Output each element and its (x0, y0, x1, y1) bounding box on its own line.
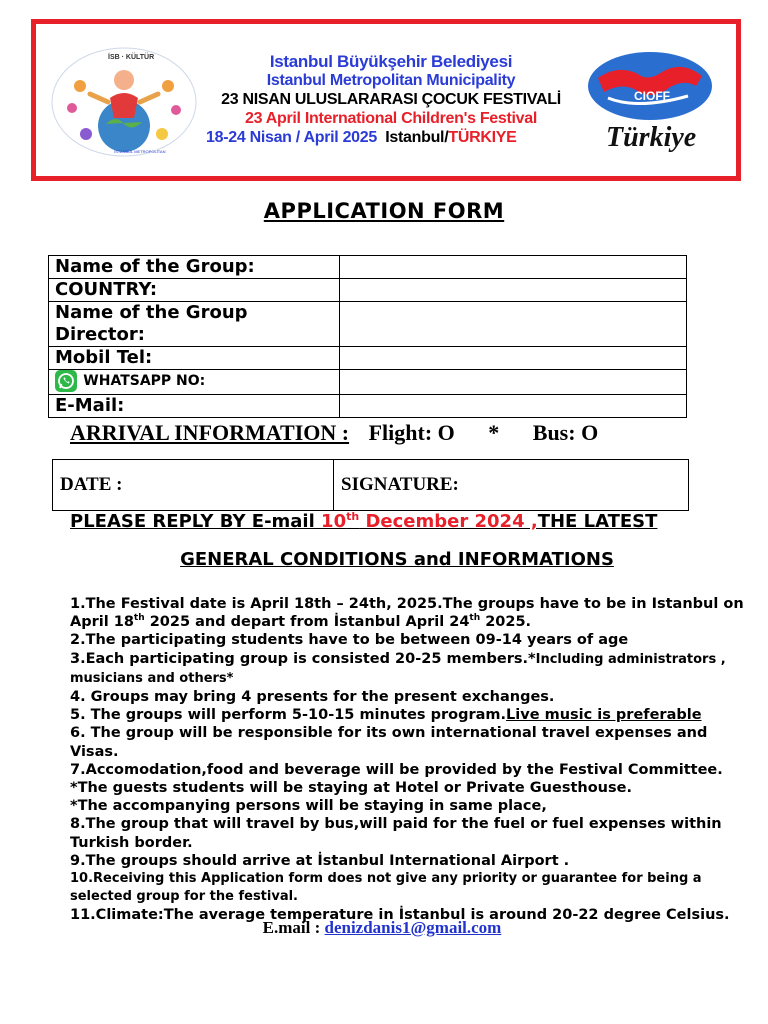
mobile-tel-label: Mobil Tel: (49, 347, 340, 370)
banner-line-5 (206, 128, 576, 147)
condition-3b: Including administrators , musicians and others* (70, 651, 726, 686)
banner-city: Istanbul/ (385, 129, 449, 146)
banner-line-2: Istanbul Metropolitan Municipality (266, 72, 516, 89)
table-row (49, 256, 687, 279)
reply-date (321, 511, 538, 532)
group-name-label: Name of the Group: (49, 256, 340, 279)
condition-item: 11.Climate:The average temperature in İstanbul is around 20-22 degree Celsius. (70, 907, 730, 924)
signature-label: SIGNATURE: (341, 474, 459, 495)
condition-item: 8.The group that will travel by bus,will paid for the fuel or fuel expenses within Turkish border. (70, 816, 722, 851)
banner-line-1: Istanbul Büyükşehir Belediyesi (269, 52, 513, 71)
country-field[interactable] (340, 279, 687, 302)
country-label: COUNTRY: (49, 279, 340, 302)
condition-3a: 3.Each participating group is consisted 20-25 members.* (70, 650, 536, 667)
condition-item (70, 650, 750, 688)
banner-line-4: 23 April International Children's Festival (244, 110, 538, 127)
group-info-table (48, 255, 687, 418)
date-label: DATE : (60, 474, 123, 495)
signature-field[interactable] (334, 460, 689, 511)
conditions-list (70, 595, 750, 925)
condition-item: *The guests students will be staying at Hotel or Private Guesthouse. (70, 780, 632, 797)
logo-left-text: İSB · KÜLTÜR (108, 54, 155, 61)
condition-item (70, 595, 750, 631)
condition-item: *The accompanying persons will be staying in same place, (70, 798, 547, 815)
turkiye-script: Türkiye (606, 122, 697, 153)
table-row (49, 279, 687, 302)
email-link[interactable]: denizdanis1@gmail.com (324, 918, 502, 937)
email-label-text: E.mail : (262, 918, 325, 937)
whatsapp-icon (55, 370, 77, 392)
condition-1-sup2: th (469, 613, 481, 624)
condition-1-sup1: th (133, 613, 145, 624)
table-row (49, 370, 687, 395)
reply-prefix: PLEASE REPLY BY E-mail (70, 511, 322, 532)
reply-sup: th (346, 510, 360, 523)
condition-item: 7.Accomodation,food and beverage will be provided by the Festival Committee. (70, 761, 723, 778)
condition-item: 10.Receiving this Application form does not give any priority or guarantee for being a selected group for the festival. (70, 871, 702, 905)
group-director-label: Name of the Group Director: (49, 302, 340, 347)
logo-left-small-text: İSTANBUL METROPOLİTAN (114, 149, 166, 154)
condition-5b: Live music is preferable (506, 707, 702, 724)
condition-item: 9.The groups should arrive at İstanbul International Airport . (70, 852, 570, 869)
condition-1b: 2025 and depart from İstanbul April 24 (144, 614, 470, 631)
whatsapp-field[interactable] (340, 370, 687, 395)
cioff-text: CIOFF (634, 89, 670, 103)
table-row (49, 347, 687, 370)
bus-option[interactable]: Bus: O (532, 420, 599, 445)
mobile-tel-field[interactable] (340, 347, 687, 370)
condition-5a: 5. The groups will perform 5-10-15 minutes program. (70, 707, 507, 724)
flight-option[interactable]: Flight: O (368, 420, 455, 445)
banner-text (206, 52, 576, 147)
condition-item: 2.The participating students have to be between 09-14 years of age (70, 632, 629, 649)
condition-item (70, 706, 750, 724)
arrival-information (70, 420, 598, 446)
form-title: APPLICATION FORM (263, 199, 505, 223)
condition-item: 6. The group will be responsible for its own international travel expenses and Visas. (70, 725, 708, 760)
condition-1c: 2025. (480, 614, 532, 631)
date-signature-table (52, 459, 689, 511)
option-separator: * (488, 420, 500, 445)
whatsapp-label-cell (49, 370, 340, 395)
contact-email (0, 918, 764, 938)
reply-suffix: THE LATEST (537, 511, 658, 532)
condition-1a: 1.The Festival date is April 18th – 24th, 2025.The groups have to be in Istanbul on April 18 (70, 596, 744, 631)
email-field[interactable] (340, 395, 687, 418)
group-director-field[interactable] (340, 302, 687, 347)
festival-logo-left (50, 46, 198, 158)
whatsapp-label: WHATSAPP NO: (83, 373, 206, 389)
condition-item: 4. Groups may bring 4 presents for the present exchanges. (70, 689, 555, 706)
banner-country: TÜRKIYE (448, 129, 517, 146)
header-banner (31, 19, 741, 181)
group-name-field[interactable] (340, 256, 687, 279)
conditions-heading: GENERAL CONDITIONS and INFORMATIONS (180, 549, 614, 570)
table-row (49, 302, 687, 347)
reply-day: 10 (321, 511, 347, 532)
reply-deadline (70, 510, 657, 532)
email-label: E-Mail: (49, 395, 340, 418)
table-row (49, 395, 687, 418)
reply-month: December 2024 , (359, 511, 538, 532)
table-row (53, 460, 689, 511)
banner-line-3: 23 NISAN ULUSLARARASI ÇOCUK FESTIVALİ (221, 91, 561, 108)
arrival-label: ARRIVAL INFORMATION : (70, 420, 350, 445)
banner-dates: 18-24 Nisan / April 2025 (206, 129, 377, 146)
date-field[interactable] (53, 460, 334, 511)
cioff-logo (588, 48, 720, 160)
